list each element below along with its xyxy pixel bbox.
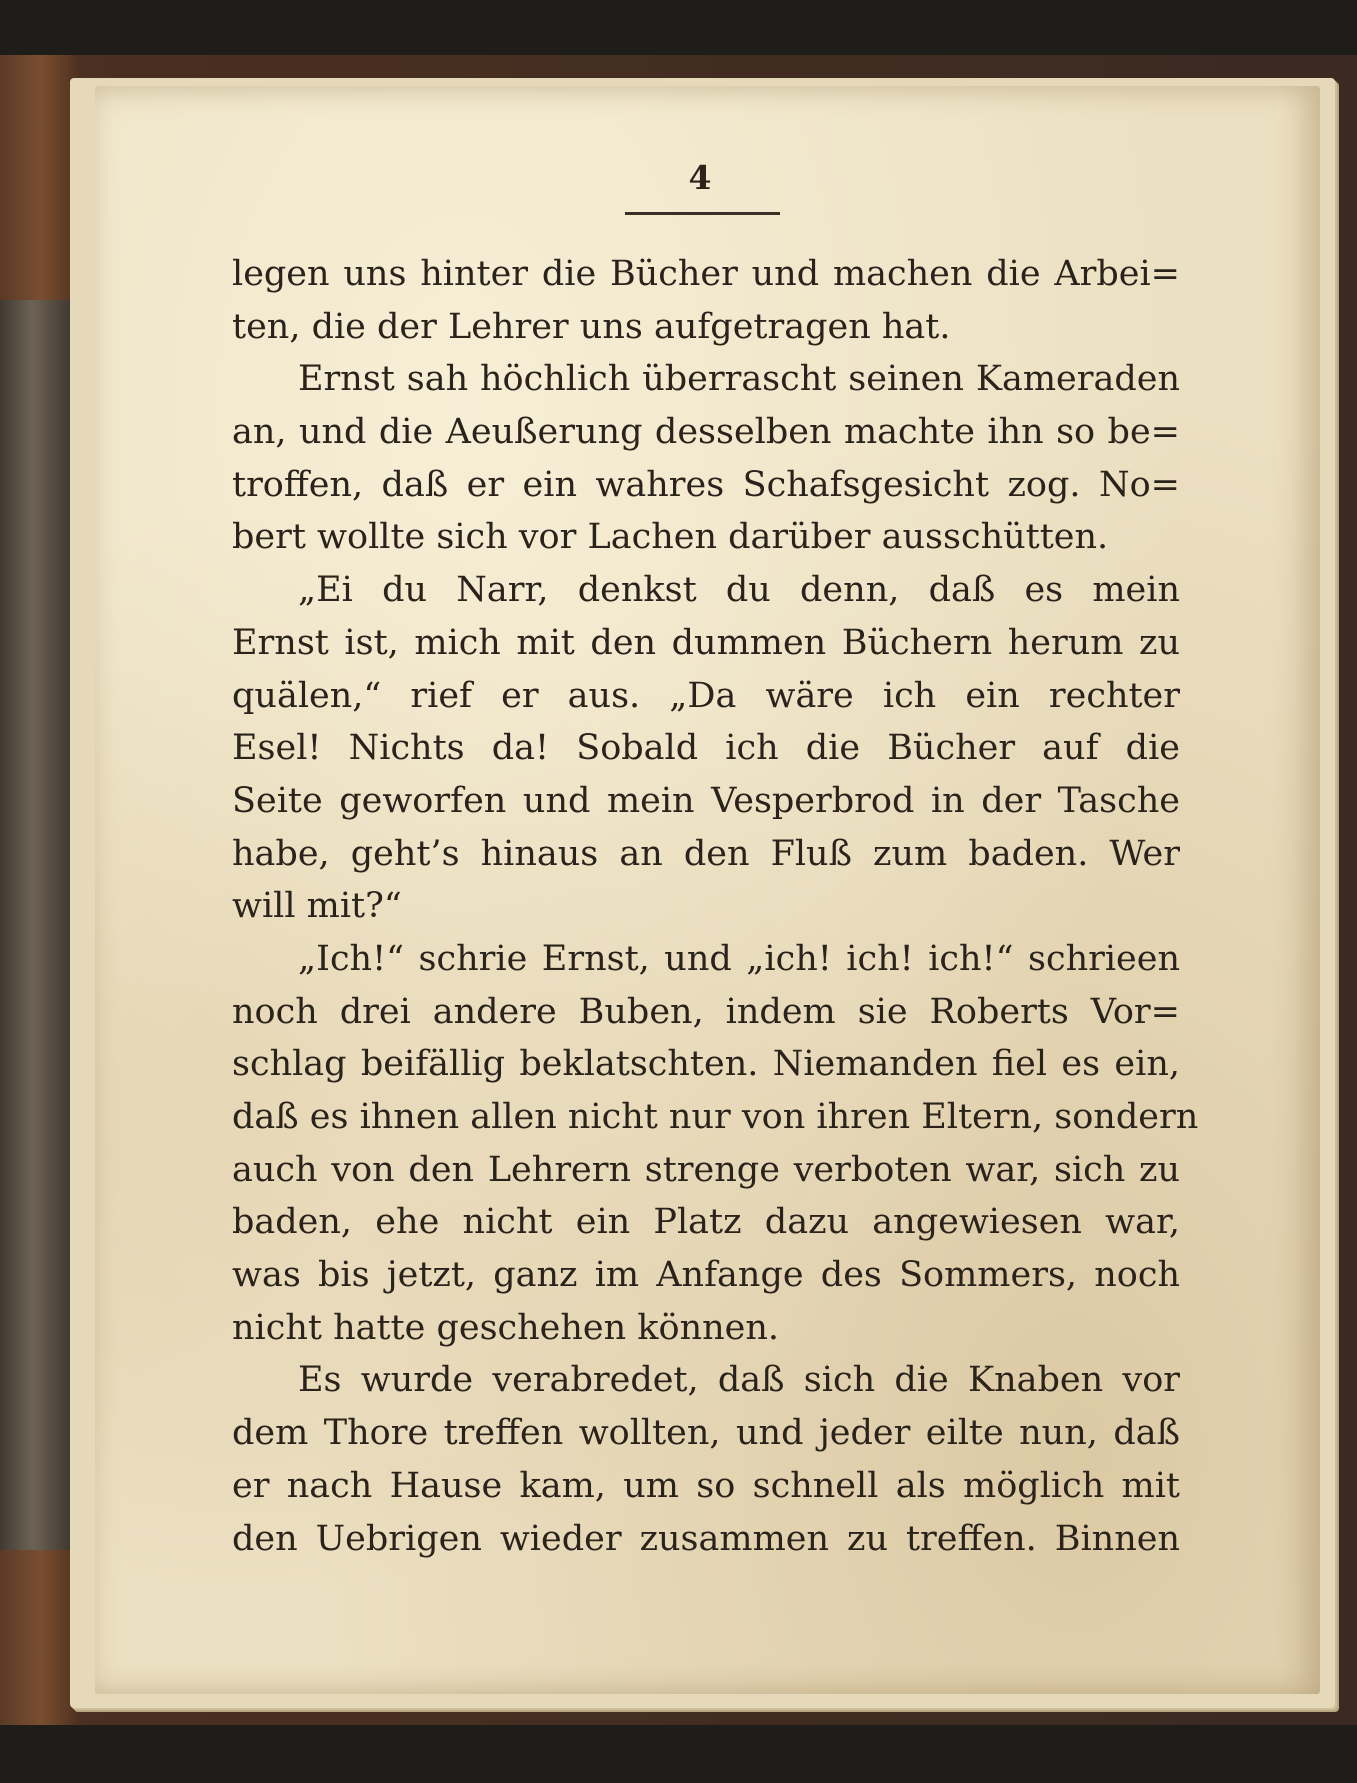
text-line: Ernst sah höchlich überrascht seinen Kameraden <box>298 359 1180 400</box>
text-line: bert wollte sich vor Lachen darüber ausschütten. <box>232 517 1109 558</box>
text-line: ten, die der Lehrer uns aufgetragen hat. <box>232 306 951 347</box>
text-line: schlag beifällig beklatschten. Niemanden fiel es ein, <box>232 1044 1180 1085</box>
text-line: was bis jetzt, ganz im Anfange des Sommers, noch <box>232 1255 1180 1296</box>
text-line: dem Thore treffen wollten, und jeder eilte nun, daß <box>232 1413 1180 1454</box>
text-line: legen uns hinter die Bücher und machen die Arbei= <box>232 254 1180 294</box>
text-line: den Uebrigen wieder zusammen zu treffen. Binnen <box>232 1518 1180 1559</box>
text-line: quälen,“ rief er aus. „Da wäre ich ein rechter <box>232 675 1180 716</box>
text-line: an, und die Aeußerung desselben machte ihn so be= <box>232 412 1180 453</box>
text-line: baden, ehe nicht ein Platz dazu angewiesen war, <box>232 1202 1180 1243</box>
body-text <box>232 248 1199 1565</box>
text-line: „Ei du Narr, denkst du denn, daß es mein <box>298 570 1180 611</box>
text-line: will mit?“ <box>232 886 402 927</box>
text-line: Seite geworfen und mein Vesperbrod in der Tasche <box>232 780 1180 821</box>
text-line: nicht hatte geschehen können. <box>232 1307 780 1348</box>
text-line: Es wurde verabredet, daß sich die Knaben vor <box>298 1360 1180 1401</box>
text-line: Esel! Nichts da! Sobald ich die Bücher auf die <box>232 728 1180 769</box>
cover-edge <box>0 300 80 1550</box>
header-rule <box>625 212 780 215</box>
text-line: auch von den Lehrern strenge verboten war, sich zu <box>232 1149 1180 1190</box>
text-line: habe, geht’s hinaus an den Fluß zum baden. Wer <box>232 833 1180 874</box>
page-number <box>625 158 775 197</box>
text-line: troffen, daß er ein wahres Schafsgesicht zog. No= <box>232 464 1180 505</box>
text-line: „Ich!“ schrie Ernst, und „ich! ich! ich!“ schrieen <box>298 938 1180 979</box>
text-line: daß es ihnen allen nicht nur von ihren Eltern, sondern <box>232 1097 1199 1137</box>
text-line: er nach Hause kam, um so schnell als möglich mit <box>232 1465 1180 1506</box>
text-line: Ernst ist, mich mit den dummen Büchern herum zu <box>232 622 1180 663</box>
text-line: noch drei andere Buben, indem sie Roberts Vor= <box>232 991 1180 1032</box>
page-number-text: 4 <box>688 158 712 197</box>
